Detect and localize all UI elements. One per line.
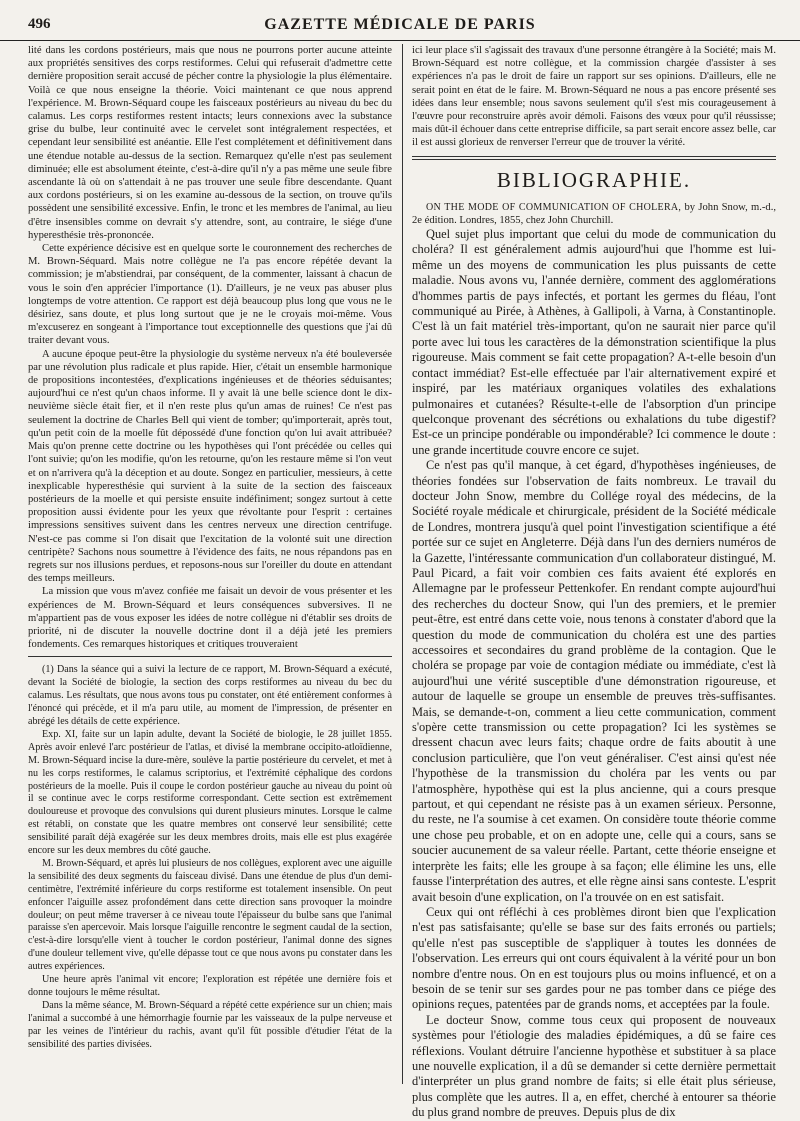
footnote-paragraph: (1) Dans la séance qui a suivi la lecture de ce rapport, M. Brown-Séquard a exécuté, devant la Société de biologie, la section des corps restiformes au niveau du bec du calamus. Les résultats, que nous avons tous pu constater, ont été entièrement conformes à l'énoncé qui précède, et il m'a paru utile, au moment de l'impression, de présenter en abrégé les détails de cette expérience. bbox=[28, 664, 392, 727]
body-paragraph: Cette expérience décisive est en quelque sorte le couronnement des recherches de M. Brown-Séquard. Mais notre collègue ne l'a pas encore répétée devant la commission; je m'abstiendrai, par conséquent, de la commenter, laissant à chacun de vous le soin d'en apprécier l'importance (1). D'ailleurs, je ne veux pas abuser plus longtemps de votre attention. Ce rapport est déjà beaucoup plus long que vous ne le désiriez, sans doute, et plus long surtout que je ne le croyais moi-même. Vous m'excuserez en songeant à l'importance tout exceptionnelle des questions que j'ai dû traiter devant vous. bbox=[28, 243, 392, 347]
section-divider bbox=[412, 156, 776, 160]
body-paragraph: ici leur place s'il s'agissait des travaux d'une personne étrangère à la Société; mais M. Brown-Séquard est notre collègue, et la commission chargée d'assister à ses expériences n'a pas le droit de faire un rapport sur ses opinions. D'ailleurs, elle ne serait point en état de le faire. M. Brown-Séquard ne nous a pas encore présenté ses idées dans leur ensemble; nous savons seulement qu'il s'est mis courageusement à l'œuvre pour reconstruire après avoir démoli. Faisons des vœux pour qu'il réussisse; mais dût-il échouer dans cette entreprise difficile, sa part serait encore assez belle, car il est aussi glorieux de renverser l'erreur que de trouver la vérité. bbox=[412, 45, 776, 149]
body-paragraph: La mission que vous m'avez confiée me faisait un devoir de vous présenter et les expériences de M. Brown-Séquard et leurs conséquences subversives. Il ne m'appartient pas de vous exposer les idées de notre collègue ni d'établir ses droits de priorité, ni de discuter la nouvelle doctrine dont il a déjà jeté les premiers fondements. Ces remarques historiques et critiques trouveraient bbox=[28, 586, 392, 651]
book-details: by John Snow, m.-d., 2e édition. Londres, 1855, chez John Churchill. bbox=[412, 201, 776, 226]
column-divider bbox=[402, 44, 403, 1084]
review-paragraph: Ce n'est pas qu'il manque, à cet égard, d'hypothèses ingénieuses, de théories fondées sur l'observation de faits nombreux. Le travail du docteur John Snow, membre du Collége royal des médecins, de la Société royale médicale et chirurgicale, président de la Société médicale de Londres, montrera jusqu'à quel point l'investigation scientifique a été portée sur ce sujet en Angleterre. Déjà dans l'un des derniers numéros de la Gazette, l'intéressante communication d'un collaborateur distingué, M. Paul Picard, a fait voir combien ces faits avaient été explorés en Allemagne par le professeur Pettenkofer. En rendant compte aujourd'hui des recherches du docteur Snow, qui l'un des premiers, et le premier peut-être, est entré dans cette voie, nous tenons à constater d'abord que la question du mode de communication du choléra est une des parties accessoires et secondaires du grand problème de la contagion. Que le choléra se propage par voie de contagion médiate ou immédiate, c'est là aujourd'hui une vérité susceptible d'une démonstration rigoureuse, et autour de laquelle se groupe un ensemble de preuves très-suffisantes. Mais, se demande-t-on, comment a lieu cette communication, comment s'opère cette transmission ou cette propagation? Ici les systèmes se dressent chacun avec leurs faits; chaque ordre de faits aboutit à une conclusion particulière, que l'on veut généraliser. C'est ainsi qu'est née l'hypothèse de la transmission du choléra par les vents ou par l'atmosphère, hypothèse qui est la plus ancienne, qui a cours presque partout, et qui cependant ne résiste pas à un examen sérieux. Personne, du reste, ne l'a soumise à cet examen. On considère toute théorie comme une chose peu probable, et on en adopte une, celle qui a cours, sans se soucier aucunement de sa valeur réelle. Partant, cette théorie enseigne et interprète les faits; elle les groupe à sa façon; elle élimine les uns, elle fausse l'interprétation des autres, et elle règne ainsi sans conteste. L'esprit avait besoin d'une explication, on l'a trouvée on en est satisfait. bbox=[412, 458, 776, 904]
footnote-paragraph: Une heure après l'animal vit encore; l'exploration est répétée une dernière fois et donne toujours le même résultat. bbox=[28, 974, 392, 998]
footnote-paragraph: Dans la même séance, M. Brown-Séquard a répété cette expérience sur un chien; mais l'animal a succombé à une hémorrhagie fournie par les vaisseaux de la pulpe nerveuse et par les veines de l'intérieur du rachis, avant qu'il fût possible d'étudier l'état de la sensibilité des parties divisées. bbox=[28, 999, 392, 1050]
left-column bbox=[28, 44, 392, 1084]
book-title: ON THE MODE OF COMMUNICATION OF CHOLERA, bbox=[426, 201, 682, 213]
review-paragraph: Quel sujet plus important que celui du mode de communication du choléra? Il est généralement admis aujourd'hui que l'homme est lui-même un des moyens de communication les plus puissants de cette maladie. Nous avons vu, l'année dernière, comment des agglomérations d'hommes partis de pays infectés, et portant les germes du fléau, l'ont communiqué au Pirée, à Athènes, à Gallipoli, à Varna, à Constantinople. C'est là un fait matériel très-important, qu'on ne saurait nier parce qu'il porte avec lui tous les caractères de la démonstration scientifique la plus rigoureuse. Mais comment se fait cette propagation? A-t-elle besoin d'un contact immédiat? Est-elle effectuée par l'air alternativement expiré et inspiré, par les matériaux organiques volatiles des exhalations pulmonaires et cutanées? Résulte-t-elle de l'absorption d'un principe quelconque provenant des sécrétions ou exhalations du tube digestif? Est-ce un principe pondérable ou impondérable? Ici commence le doute : une grande incertitude couvre encore ce sujet. bbox=[412, 227, 776, 457]
body-paragraph: lité dans les cordons postérieurs, mais que nous ne pourrons porter aucune atteinte aux propriétés sensitives des corps restiformes. Celui qui refuserait d'admettre cette dernière proposition serait accusé de pécher contre la physiologie la plus élémentaire. Voilà ce que nous enseigne la théorie. Voici maintenant ce que nous apprend l'expérience. M. Brown-Séquard coupe les faisceaux postérieurs au niveau du bec du calamus. Les corps restiformes restent intacts; leurs connexions avec la substance grise du bulbe, leur continuité avec le cervelet sont intégralement respectées, et cependant leur sensibilité est anéantie. Elle l'est complétement et définitivement dans une étendue notable au-dessus de la section. Remarquez qu'elle n'est pas seulement diminuée; elle est absolument éteinte, c'est-à-dire qu'il n'y a pas même une seule fibre ascendante là où on s'attendait à ne pas trouver une seule fibre descendante. Quant aux cordons postérieurs, si on les examine au-dessous de la section, on trouve qu'ils possèdent une sensibilité excessive. Enfin, le tronc et les membres de l'animal, au lieu d'être insensibles comme on devrait s'y attendre, sont, au contraire, le siége d'une hyperesthésie très-prononcée. bbox=[28, 45, 392, 241]
review-paragraph: Ceux qui ont réfléchi à ces problèmes diront bien que l'explication n'est pas satisfaisante; qu'elle se base sur des faits erronés ou partiels; qu'elle n'est pas susceptible de s'appliquer à toutes les données de l'observation. Les erreurs qui ont cours équivalent à la vérité pour un bon nombre d'entre nous. On en est toujours plus ou moins influencé, et on a besoin de se tenir sur ses gardes pour ne pas tomber dans ce piége des opinions reçues, patentées par de grands noms, et acceptées par la foule. bbox=[412, 904, 776, 1012]
page-header bbox=[0, 12, 800, 41]
review-body bbox=[412, 227, 776, 1121]
footnote-paragraph: Exp. XI, faite sur un lapin adulte, devant la Société de biologie, le 28 juillet 1855. Après avoir enlevé l'arc postérieur de l'atlas, et divisé la membrane occipito-atloïdienne, M. Brown-Séquard incise la dure-mère, soulève la partie postérieure du cervelet, et met à nu les corps restiformes, le calamus scriptorius, et l'extrémité céphalique des cordons postérieurs de la moelle. Puis il coupe le cordon postérieur gauche au niveau du point où il se continue avec le corps restiforme correspondant. Cette section est extrêmement douloureuse et provoque des convulsions qui durent plusieurs minutes. Lorsque le calme est rétabli, on constate que les quatre membres ont conservé leur sensibilité; cette sensibilité paraît déjà exagérée sur les deux membres droits, mais elle est plus exagérée encore sur les deux membres du côté gauche. bbox=[28, 728, 392, 857]
footnote-paragraph: M. Brown-Séquard, et après lui plusieurs de nos collègues, explorent avec une aiguille la sensibilité des deux segments du faisceau divisé. Dans une étendue de plus d'un demi-centimètre, l'extrémité inférieure du corps restiforme est totalement insensible. On peut enfoncer l'aiguille assez profondément dans cette direction sans provoquer la moindre douleur; on peut même traverser à ce niveau toute l'épaisseur du bulbe sans que l'animal paraisse s'en apercevoir. Mais lorsque l'aiguille rencontre le segment caudal de la section, c'est-à-dire lorsqu'elle vient à toucher le cordon postérieur, l'animal donne des signes d'une douleur tellement vive, qu'elle dépasse tout ce que nous avons pu constater dans les autres expériences. bbox=[28, 857, 392, 973]
page-number: 496 bbox=[28, 16, 51, 32]
journal-title: GAZETTE MÉDICALE DE PARIS bbox=[264, 16, 536, 33]
right-column bbox=[412, 44, 776, 1120]
book-reference bbox=[412, 201, 776, 227]
section-title: BIBLIOGRAPHIE. bbox=[496, 167, 692, 192]
footnotes bbox=[28, 656, 392, 1051]
body-paragraph: A aucune époque peut-être la physiologie du système nerveux n'a été bouleversée par une révolution plus radicale et plus rapide. Hier, c'était un ensemble harmonique de propositions incontestées, d'explications ingénieuses et de théories séduisantes; aujourd'hui ce n'est qu'un chaos informe. Il y avait là une belle science dont le dix-neuvième siècle était fier, et il n'en reste plus qu'un amas de ruines! Ce n'est pas seulement la doctrine de Charles Bell qui vient de tomber; qu'importerait, après tout, qu'un petit coin de la moelle fût dépossédé d'une fonction qu'on lui avait attribuée? Mais qu'on prenne cette doctrine ou les hypothèses qui l'ont précédée ou celles qui l'ont suivie; qu'on les modifie, qu'on les retourne, qu'on les restaure même si l'on veut et on n'arrivera qu'à la déception et au doute. Songez en particulier, messieurs, à cette inexplicable hyperesthésie qui survient à la suite de la section des faisceaux postérieurs de la moelle et qui persiste ensuite indéfiniment; songez surtout à cette proposition aussi évidente pour les yeux que révoltante pour l'esprit : certaines impressions sensitives suivent dans les centres nerveux une direction centrifuge. N'est-ce pas comme si l'on disait que l'excitation de la volonté suit une direction centripète? Sachons nous soumettre à l'évidence des faits, ne nous répandons pas en regrets sur nos illusions perdues, et reposons-nous sur l'oreiller du doute en attendant des temps meilleurs. bbox=[28, 348, 392, 585]
review-paragraph: Le docteur Snow, comme tous ceux qui proposent de nouveaux systèmes pour l'étiologie des maladies épidémiques, a dû se faire ces réflexions. Voulant détruire l'ancienne hypothèse et substituer à sa place une nouvelle explication, il a dû se demander si cette dernière permettait d'interpréter un plus grand nombre de faits; si elle était plus sérieuse, plus complète que les autres. Il a, en effet, cherché à entourer sa théorie du plus grand nombre de preuves. Depuis plus de dix bbox=[412, 1012, 776, 1120]
